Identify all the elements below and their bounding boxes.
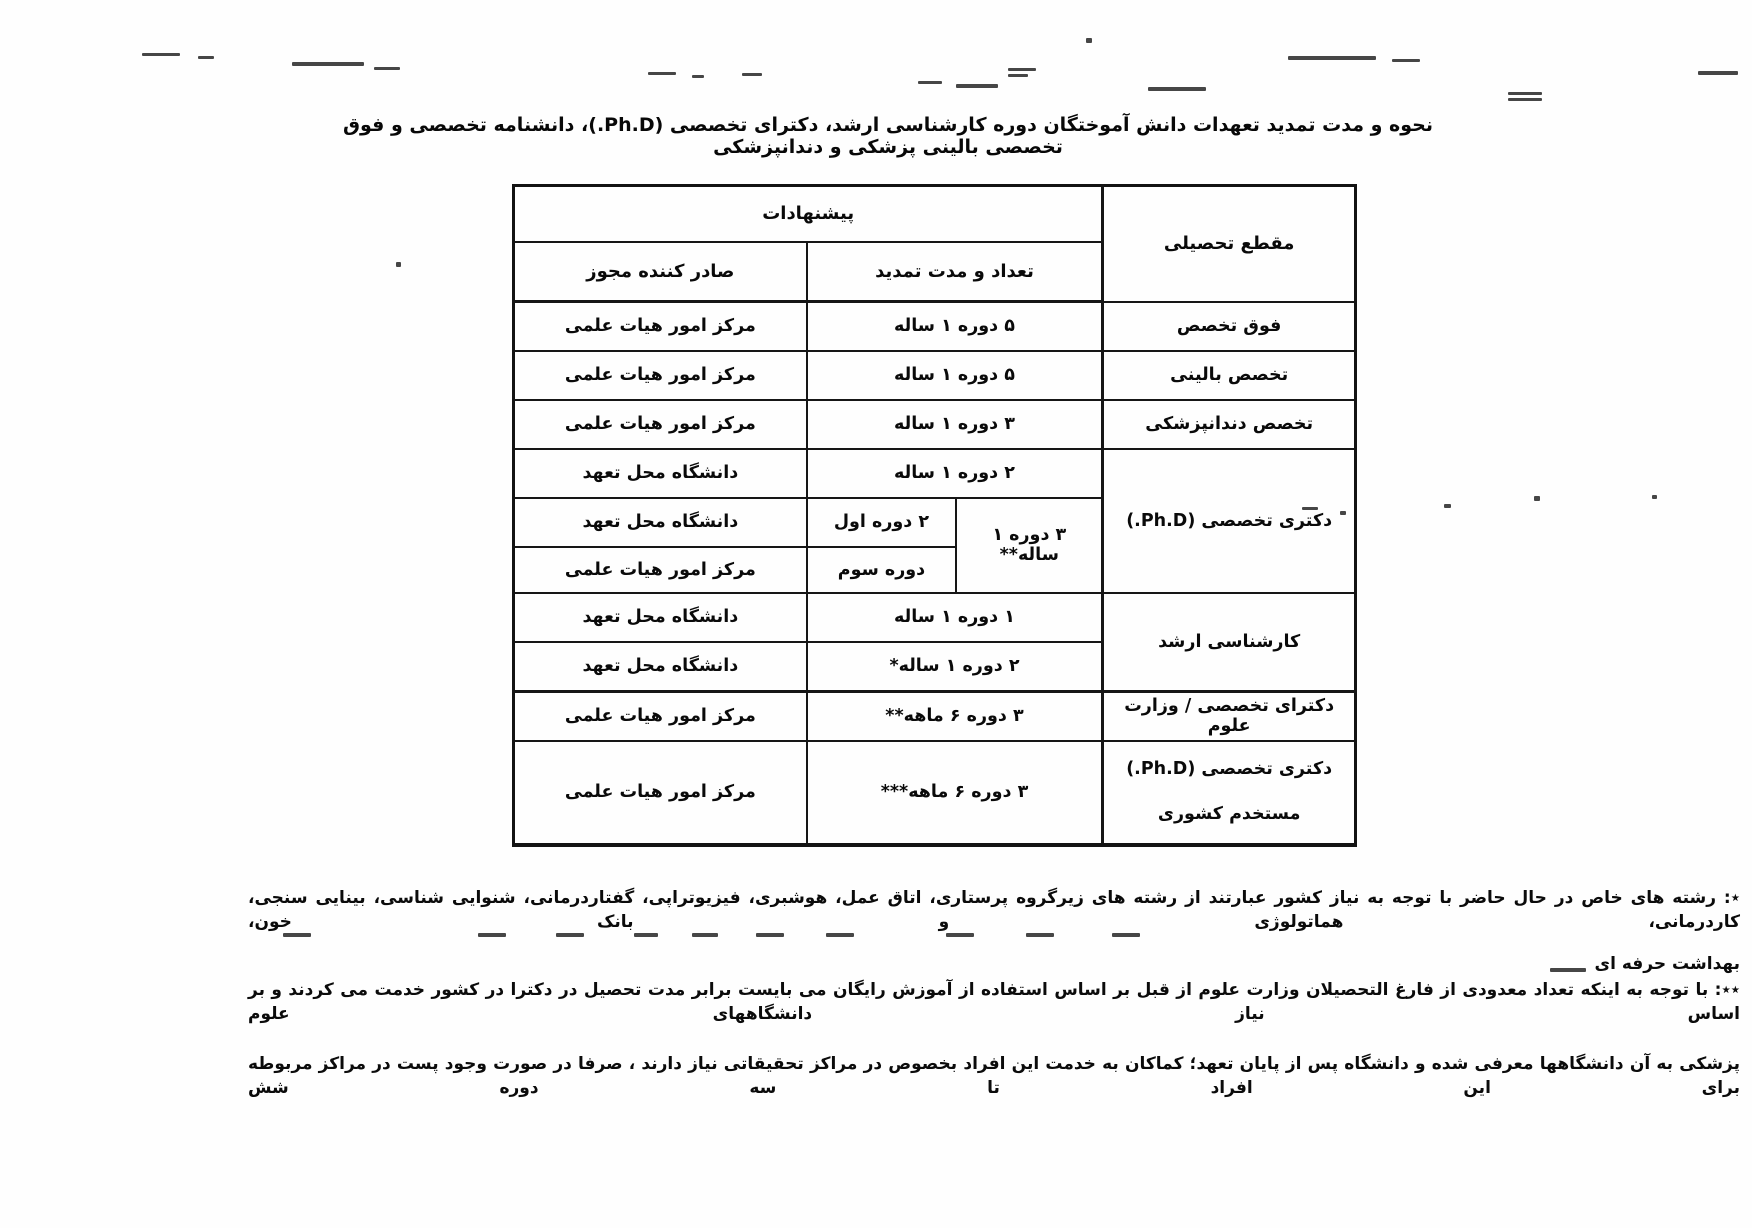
cell-level: تخصص بالینی — [1103, 351, 1356, 400]
scan-artifact — [198, 56, 214, 59]
scan-artifact — [1652, 495, 1657, 499]
cell-level-phd: دکتری تخصصی (Ph.D.) — [1103, 449, 1356, 593]
scan-artifact — [1008, 74, 1028, 77]
cell-count: ۳ دوره ۶ ماهه*** — [807, 741, 1103, 845]
scan-artifact — [1534, 496, 1540, 501]
cell-count-sub: ۲ دوره اول — [807, 498, 957, 547]
cell-issuer: مرکز امور هیات علمی — [514, 547, 807, 593]
cell-count: ۲ دوره ۱ ساله — [807, 449, 1103, 498]
scan-artifact — [1086, 38, 1092, 43]
header-suggestions: پیشنهادات — [514, 186, 1103, 242]
level-line1: دکتری تخصصی (Ph.D.) — [1126, 758, 1333, 779]
scan-artifact — [1508, 98, 1542, 101]
cell-count-sub: دوره سوم — [807, 547, 957, 593]
footnote-line: بهداشت حرفه ای — [1594, 954, 1740, 974]
cell-count: ۲ دوره ۱ ساله* — [807, 642, 1103, 692]
cell-issuer: دانشگاه محل تعهد — [514, 449, 807, 498]
cell-level-phd-civil — [1103, 741, 1356, 845]
cell-count: ۳ دوره ۶ ماهه** — [807, 692, 1103, 741]
scan-artifact — [1698, 71, 1738, 75]
cell-level: فوق تخصص — [1103, 302, 1356, 351]
cell-level: تخصص دندانپزشکی — [1103, 400, 1356, 449]
header-level: مقطع تحصیلی — [1103, 186, 1356, 302]
cell-issuer: مرکز امور هیات علمی — [514, 692, 807, 741]
footnote-line: پزشکی به آن دانشگاهها معرفی شده و دانشگاه پس از پایان تعهد؛ کماکان به خدمت این افراد بخصوص در مراکز تحقیقاتی نیاز دارند ، صرفا در صورت وجود پست در مراکز مربوطه برای این افراد تا سه دوره شش — [248, 1054, 1740, 1098]
scan-artifact — [1008, 68, 1036, 71]
scan-artifact — [396, 262, 401, 267]
cell-count: ۱ دوره ۱ ساله — [807, 593, 1103, 642]
scan-artifact — [692, 75, 704, 78]
scan-artifact — [1288, 56, 1376, 60]
footnote-moe-graduates — [248, 978, 1740, 1126]
level-line2: مستخدم کشوری — [1157, 804, 1301, 824]
cell-count-main: ۳ دوره ۱ ساله** — [956, 498, 1103, 593]
cell-issuer: مرکز امور هیات علمی — [514, 741, 807, 845]
cell-level: دکترای تخصصی / وزارت علوم — [1103, 692, 1356, 741]
cell-issuer: دانشگاه محل تعهد — [514, 642, 807, 692]
table-row — [514, 741, 1356, 845]
table-row — [514, 593, 1356, 642]
cell-level-masters: کارشناسی ارشد — [1103, 593, 1356, 692]
footnote-line: ٭٭: با توجه به اینکه تعداد معدودی از فارغ التحصیلان وزارت علوم از قبل بر اساس استفاده از آموزش رایگان می بایست برابر مدت تحصیل در دکترا در کشور خدمت می کردند و بر اساس نیاز دانشگاههای علوم — [248, 980, 1740, 1024]
page-title: نحوه و مدت تمدید تعهدات دانش آموختگان دوره کارشناسی ارشد، دکترای تخصصی (Ph.D.)، دانشنامه تخصصی و فوق تخصصی بالینی پزشکی و دندانپزشکی — [343, 114, 1433, 158]
scan-artifact — [1508, 92, 1542, 95]
header-issuer: صادر کننده مجوز — [514, 242, 807, 302]
table-row — [514, 692, 1356, 741]
footnote-line: ٭: رشته های خاص در حال حاضر با توجه به نیاز کشور عبارتند از رشته های زیرگروه پرستاری، اتاق عمل، هوشبری، فیزیوتراپی، گفتاردرمانی، شنوایی شناسی، بینایی سنجی، کاردرمانی، هماتولوژی و بانک خون، — [248, 888, 1740, 932]
cell-count: ۵ دوره ۱ ساله — [807, 302, 1103, 351]
scan-artifact — [648, 72, 676, 75]
commitments-extension-table — [512, 184, 1357, 847]
scan-artifact — [1444, 504, 1451, 508]
scan-artifact — [742, 73, 762, 76]
scan-artifact — [1392, 59, 1420, 62]
scan-artifact — [918, 81, 942, 84]
scan-artifact — [374, 67, 400, 70]
scan-artifact — [292, 62, 364, 66]
scan-artifact — [142, 53, 180, 56]
table-row — [514, 449, 1356, 498]
cell-count: ۳ دوره ۱ ساله — [807, 400, 1103, 449]
cell-count: ۵ دوره ۱ ساله — [807, 351, 1103, 400]
scan-artifact — [956, 84, 998, 88]
cell-issuer: دانشگاه محل تعهد — [514, 593, 807, 642]
table-row — [514, 400, 1356, 449]
table-row — [514, 302, 1356, 351]
cell-issuer: مرکز امور هیات علمی — [514, 400, 807, 449]
cell-issuer: مرکز امور هیات علمی — [514, 302, 807, 351]
cell-issuer: دانشگاه محل تعهد — [514, 498, 807, 547]
cell-issuer: مرکز امور هیات علمی — [514, 351, 807, 400]
table-row — [514, 351, 1356, 400]
header-count-duration: تعداد و مدت تمدید — [807, 242, 1103, 302]
scan-artifact — [1148, 87, 1206, 91]
